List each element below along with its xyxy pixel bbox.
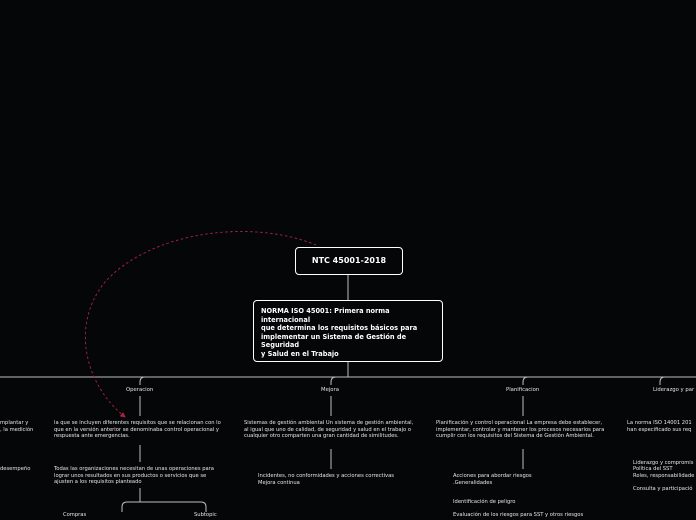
planificacion-subtopic-acciones[interactable]: Acciones para abordar riesgos: [453, 473, 532, 479]
operacion-subtopic-compras[interactable]: Compras: [63, 512, 87, 518]
operacion-subtopic[interactable]: Subtopic: [194, 512, 217, 518]
main-topic-node[interactable]: [253, 300, 443, 362]
root-node[interactable]: NTC 45001-2018: [295, 247, 403, 275]
main-topic-line: NORMA ISO 45001: Primera norma: [261, 307, 390, 315]
branch-mejora[interactable]: Mejora: [321, 387, 339, 393]
mejora-subtopic-incidentes[interactable]: Incidentes, no conformidades y acciones correctivas: [258, 473, 394, 479]
planificacion-subtopic-generalidades[interactable]: .Generalidades: [453, 480, 493, 486]
operacion-sub-bus: [122, 502, 206, 512]
main-topic-line: implementar un Sistema de Gestión de: [261, 332, 407, 341]
liderazgo-subtopic-roles[interactable]: Roles, responsabilidade: [633, 473, 695, 479]
main-topic-line: internacional: [261, 315, 311, 324]
operacion-description-2[interactable]: Todas las organizaciones necesitan de unas operaciones para lograr unos resultados en sus productos o servicios que se ajusten a los requisitos planteado: [54, 466, 214, 486]
liderazgo-subtopic-consulta[interactable]: Consulta y participació: [633, 486, 693, 492]
planificacion-subtopic-evaluacion[interactable]: Evaluación de los riesgos para SST y otros riesgos: [453, 512, 584, 518]
main-topic-line: que determina los requisitos básicos para: [261, 324, 418, 333]
main-topic-line: y Salud en el Trabajo: [261, 349, 339, 358]
liderazgo-subtopic-politica[interactable]: Política del SST: [633, 466, 673, 472]
connector-operacion: [140, 377, 145, 385]
mejora-subtopic-mejora-continua[interactable]: Mejora continua: [258, 480, 300, 486]
mejora-description[interactable]: Sistemas de gestión ambiental Un sistema de gestión ambiental, al igual que uno de calidad, de seguridad y salud en el trabajo o cualquier otro comparten una gran cantidad de similitudes.: [244, 420, 414, 440]
connector-planificacion: [523, 377, 528, 385]
liderazgo-subtopic-compromiso[interactable]: Liderazgo y compromis: [633, 460, 694, 466]
liderazgo-description[interactable]: La norma ISO 14001 201: [627, 420, 692, 426]
branch-liderazgo[interactable]: Liderazgo y par: [653, 387, 695, 393]
branch-planificacion[interactable]: Planificacion: [506, 387, 540, 393]
operacion-description[interactable]: la que se incluyen diferentes requisitos que se relacionan con lo que en la versión anterior se denominaba control operacional y respuesta ante emergencias.: [54, 420, 221, 440]
left-topic-fragment[interactable]: desempeño: [0, 466, 31, 472]
planificacion-subtopic-peligro[interactable]: Identificación de peligro: [453, 499, 516, 505]
left-topic-fragment[interactable]: mplantar y: [0, 420, 29, 426]
liderazgo-description-2[interactable]: han especificado sus req: [627, 427, 692, 433]
left-topic-fragment[interactable]: , la medición: [0, 427, 34, 433]
connector-liderazgo: [660, 377, 665, 385]
main-topic-line: Seguridad: [261, 341, 300, 350]
branch-operacion[interactable]: Operacion: [126, 387, 154, 393]
connector-mejora: [331, 377, 336, 385]
planificacion-description[interactable]: Planificación y control operacional La empresa debe establecer, implementar, controlar y mantener los procesos necesarios para cumplir con los requisitos del Sistema de Gestión Ambiental.: [436, 420, 605, 440]
